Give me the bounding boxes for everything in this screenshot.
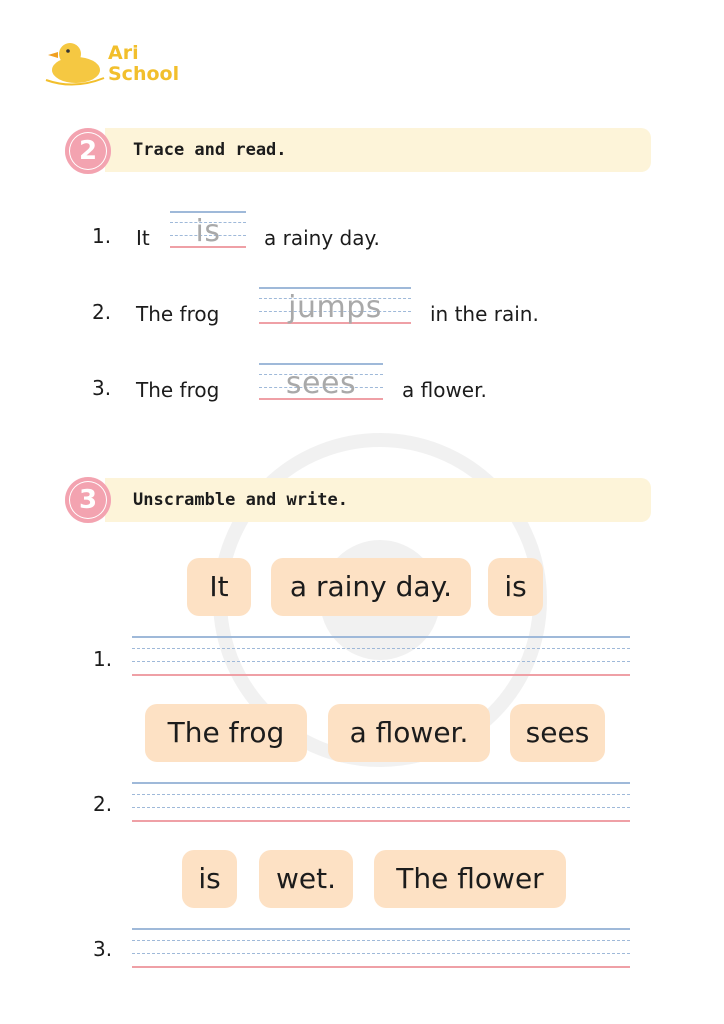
word-chip[interactable]: It: [187, 558, 251, 616]
trace-word: jumps: [288, 290, 382, 325]
word-chip[interactable]: The flower: [374, 850, 566, 908]
trace-item-before: The frog: [136, 302, 220, 326]
brand-name-line1: Ari: [108, 42, 139, 64]
writing-lines[interactable]: [132, 928, 630, 968]
word-chip[interactable]: a flower.: [328, 704, 490, 762]
section-3-title: Unscramble and write.: [133, 490, 348, 510]
trace-box[interactable]: [259, 287, 411, 323]
trace-item-number: 2.: [92, 300, 112, 324]
section-2-number-badge: 2: [65, 128, 111, 174]
word-chip[interactable]: is: [488, 558, 543, 616]
trace-item-after: a rainy day.: [264, 226, 380, 250]
duck-icon: [44, 40, 106, 86]
write-item-number: 1.: [93, 647, 113, 671]
write-item-number: 3.: [93, 937, 113, 961]
writing-lines[interactable]: [132, 782, 630, 822]
word-chip[interactable]: wet.: [259, 850, 353, 908]
word-chip[interactable]: is: [182, 850, 237, 908]
trace-item-after: in the rain.: [430, 302, 539, 326]
word-chip[interactable]: sees: [510, 704, 605, 762]
trace-word: is: [195, 214, 221, 249]
trace-word: sees: [285, 366, 357, 401]
trace-box[interactable]: [170, 211, 246, 247]
brand-logo: [44, 40, 194, 90]
word-chip[interactable]: The frog: [145, 704, 307, 762]
trace-item-before: The frog: [136, 378, 220, 402]
trace-item-number: 1.: [92, 224, 112, 248]
trace-box[interactable]: [259, 363, 383, 399]
write-item-number: 2.: [93, 792, 113, 816]
section-3-number-badge: 3: [65, 477, 111, 523]
word-chip[interactable]: a rainy day.: [271, 558, 471, 616]
trace-item-number: 3.: [92, 376, 112, 400]
brand-name-line2: School: [108, 63, 180, 85]
section-2-title: Trace and read.: [133, 140, 287, 160]
trace-item-before: It: [136, 226, 150, 250]
writing-lines[interactable]: [132, 636, 630, 676]
trace-item-after: a flower.: [402, 378, 487, 402]
